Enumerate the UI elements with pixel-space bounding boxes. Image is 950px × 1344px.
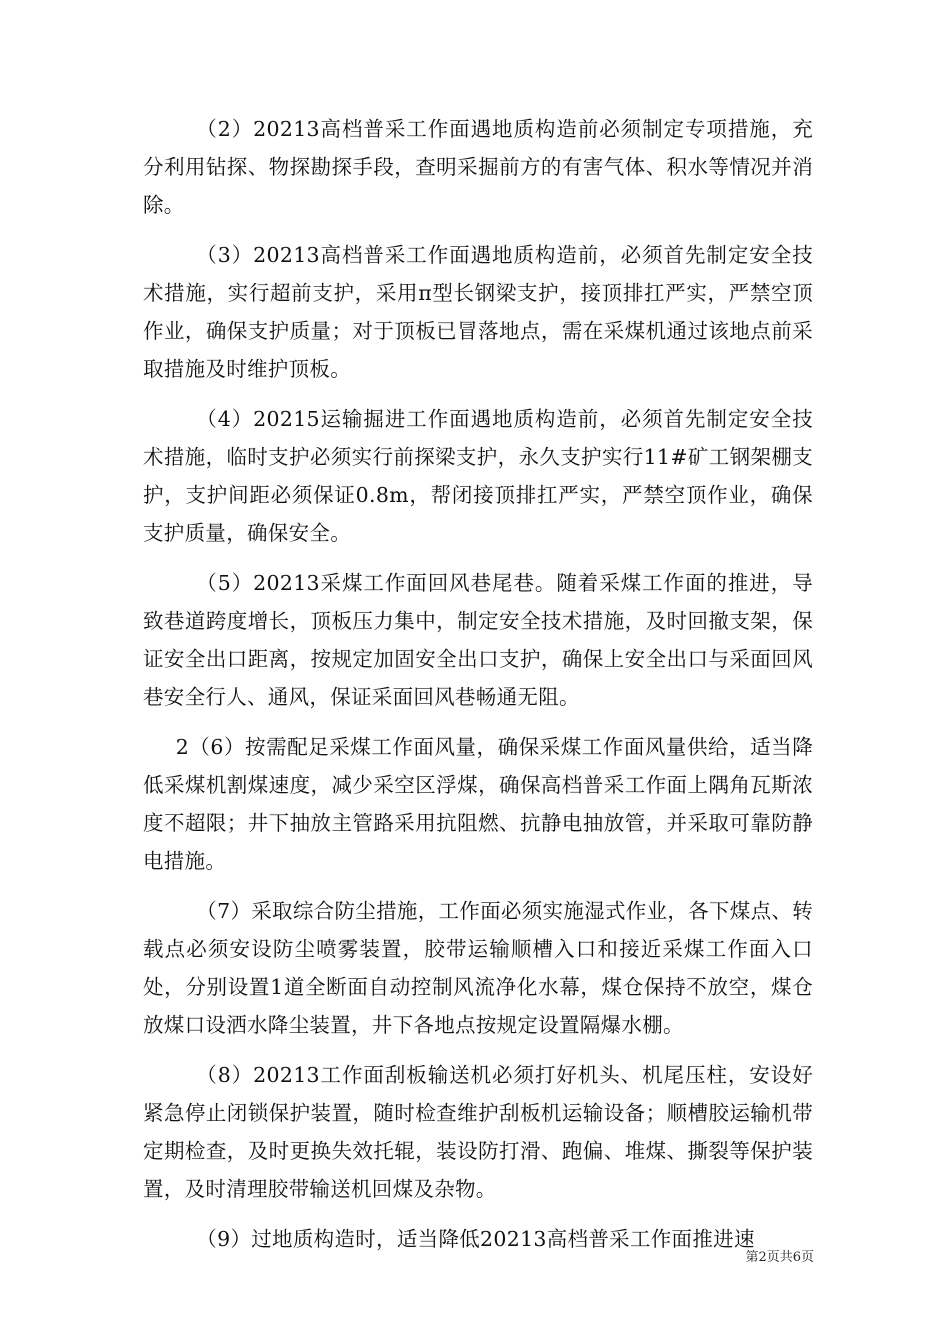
paragraph-item-8: （8）20213工作面刮板输送机必须打好机头、机尾压柱，安设好紧急停止闭锁保护装置，随时检查维护刮板机运输设备；顺槽胶运输机带定期检查，及时更换失效托辊，装设防打滑、跑偏、堆煤、撕裂等保护装置，及时清理胶带输送机回煤及杂物。 bbox=[143, 1063, 813, 1201]
paragraph-item-7: （7）采取综合防尘措施，工作面必须实施湿式作业，各下煤点、转载点必须安设防尘喷雾装置，胶带运输顺槽入口和接近采煤工作面入口处，分别设置1道全断面自动控制风流净化水幕，煤仓保持不放空，煤仓放煤口设洒水降尘装置，井下各地点按规定设置隔爆水棚。 bbox=[143, 899, 813, 1037]
paragraph-item-4: （4）20215运输掘进工作面遇地质构造前，必须首先制定安全技术措施，临时支护必须实行前探梁支护，永久支护实行11#矿工钢架棚支护，支护间距必须保证0.8m，帮闭接顶排扛严实，严禁空顶作业，确保支护质量，确保安全。 bbox=[143, 407, 813, 545]
paragraph-item-9: （9）过地质构造时，适当降低20213高档普采工作面推进速 bbox=[196, 1227, 755, 1251]
paragraph-item-6: 2（6）按需配足采煤工作面风量，确保采煤工作面风量供给，适当降低采煤机割煤速度，减少采空区浮煤，确保高档普采工作面上隅角瓦斯浓度不超限；井下抽放主管路采用抗阻燃、抗静电抽放管，并采取可靠防静电措施。 bbox=[143, 735, 813, 873]
page-number-footer: 第2页共6页 bbox=[745, 1250, 814, 1265]
paragraph-item-5: （5）20213采煤工作面回风巷尾巷。随着采煤工作面的推进，导致巷道跨度增长，顶板压力集中，制定安全技术措施，及时回撤支架，保证安全出口距离，按规定加固安全出口支护，确保上安全出口与采面回风巷安全行人、通风，保证采面回风巷畅通无阻。 bbox=[143, 571, 813, 709]
paragraph-item-3: （3）20213高档普采工作面遇地质构造前，必须首先制定安全技术措施，实行超前支护，采用π型长钢梁支护，接顶排扛严实，严禁空顶作业，确保支护质量；对于顶板已冒落地点，需在采煤机通过该地点前采取措施及时维护顶板。 bbox=[143, 243, 813, 381]
paragraph-item-2: （2）20213高档普采工作面遇地质构造前必须制定专项措施，充分利用钻探、物探勘探手段，查明采掘前方的有害气体、积水等情况并消除。 bbox=[143, 117, 813, 217]
document-body bbox=[143, 110, 813, 1270]
